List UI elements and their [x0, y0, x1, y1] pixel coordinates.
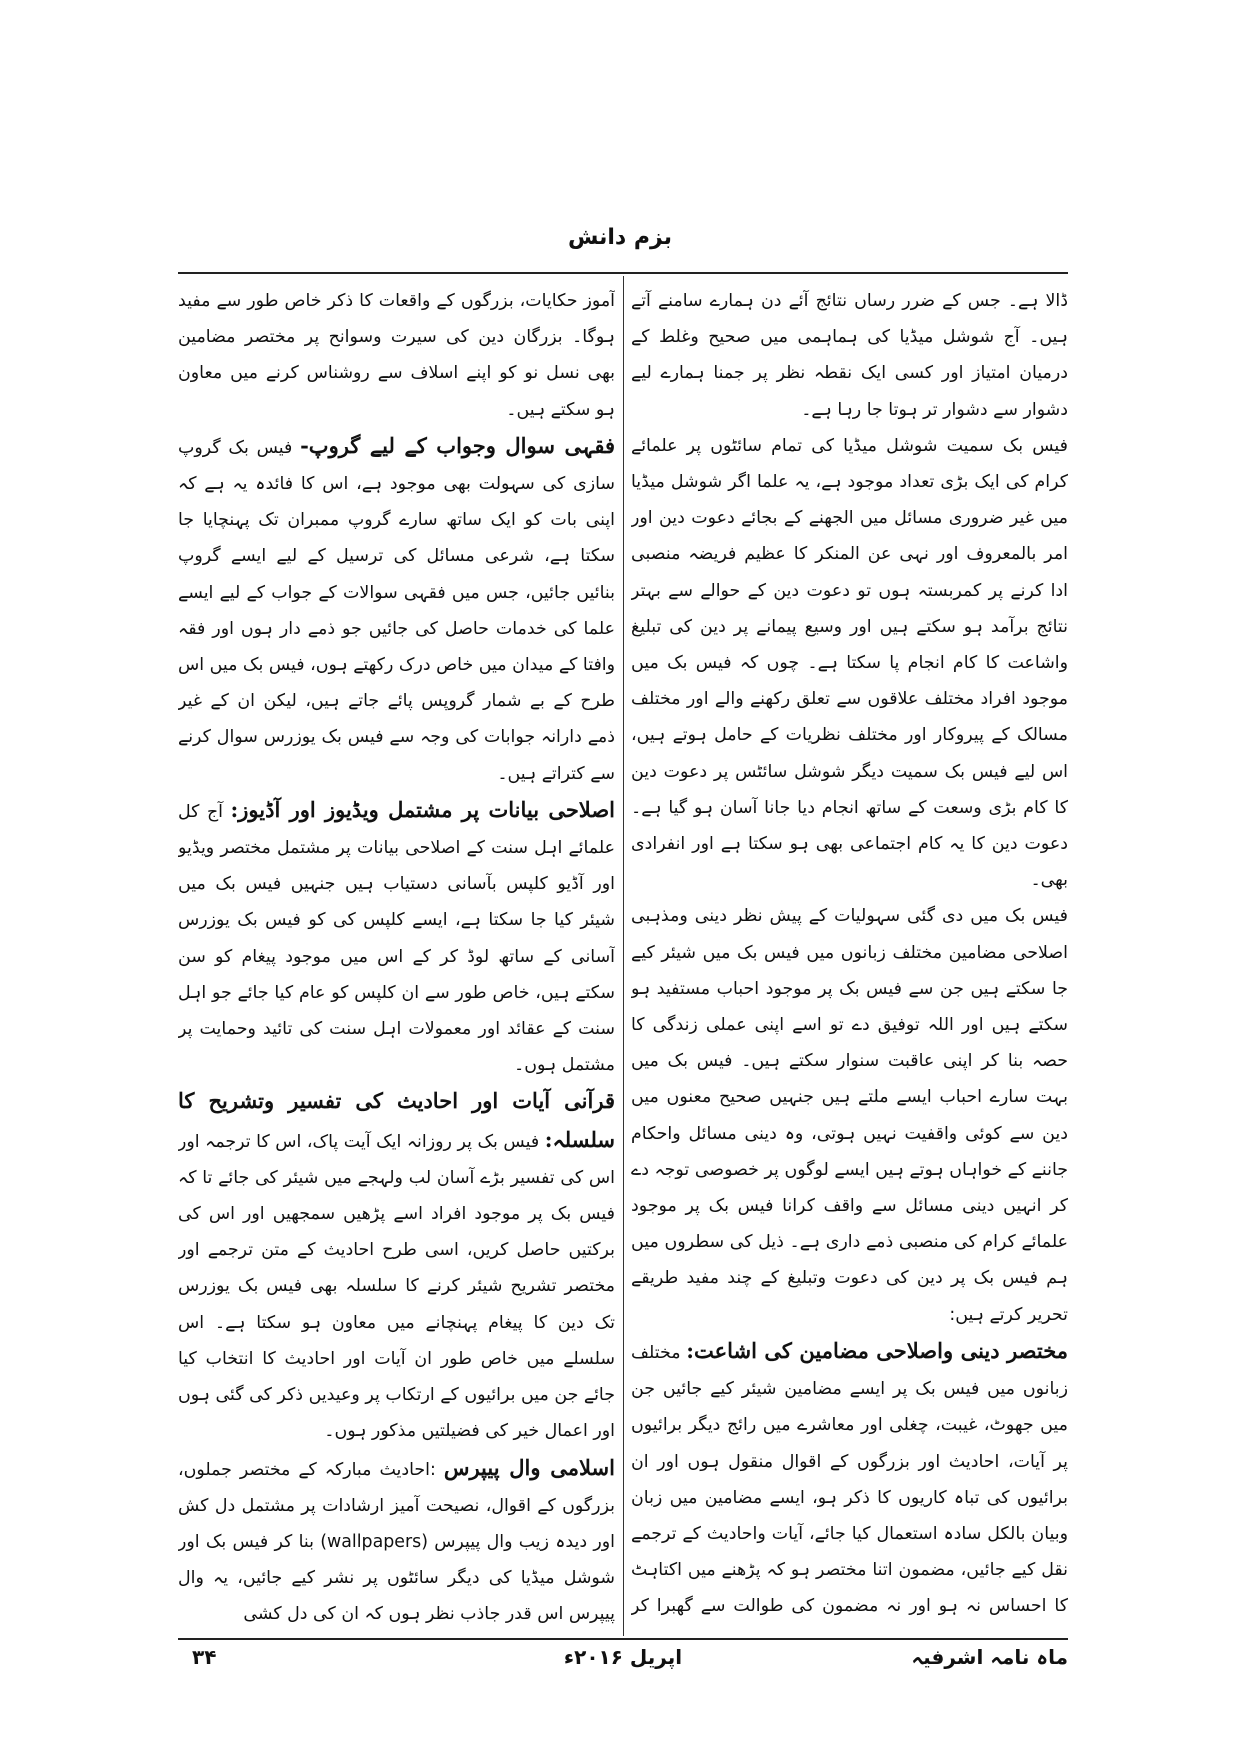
subheading: فقہی سوال وجواب کے لیے گروپ-	[300, 432, 615, 458]
subheading: اسلامی وال پیپرس	[443, 1454, 615, 1480]
subheading: اصلاحی بیانات پر مشتمل ویڈیوز اور آڈیوز:	[230, 796, 615, 822]
left-column	[178, 283, 615, 1633]
paragraph	[178, 428, 615, 792]
paragraph	[631, 898, 1068, 1332]
body-text: فیس بک سمیت شوشل میڈیا کی تمام سائٹوں پر علمائے کرام کی ایک بڑی تعداد موجود ہے، یہ علما اگر شوشل میڈیا میں غیر ضروری مسائل میں الجھنے کے بجائے دعوت دین اور امر بالمعروف اور نہی عن المنکر کا عظیم فریضہ منصبی ادا کرنے پر کمربستہ ہوں تو دعوت دین کے حوالے سے بہتر نتائج برآمد ہو سکتے ہیں اور وسیع پیمانے پر دین کی تبلیغ واشاعت کا کام انجام پا سکتا ہے۔ چوں کہ فیس بک میں موجود افراد مختلف علاقوں سے تعلق رکھنے والے اور مختلف مسالک کے پیروکار اور مختلف نظریات کے حامل ہوتے ہیں، اس لیے فیس بک سمیت دیگر شوشل سائٹس پر دعوت دین کا کام بڑی وسعت کے ساتھ انجام دیا جانا آسان ہو گیا ہے۔ دعوت دین کا یہ کام اجتماعی بھی ہو سکتا ہے اور انفرادی بھی۔	[631, 435, 1068, 891]
issue-date: اپریل ۲۰۱۶ء	[563, 1645, 683, 1669]
right-column	[631, 283, 1068, 1633]
paragraph	[631, 1333, 1068, 1633]
body-text: فیس بک پر روزانہ ایک آیت پاک، اس کا ترجمہ اور اس کی تفسیر بڑے آسان لب ولہجے میں شیئر کی جائے تا کہ فیس بک پر موجود افراد اسے پڑھیں سمجھیں اور اس کی برکتیں حاصل کریں، اسی طرح احادیث کے متن ترجمے اور مختصر تشریح شیئر کرنے کا سلسلہ بھی فیس بک یوزرس تک دین کا پیغام پہنچانے میں معاون ہو سکتا ہے۔ اس سلسلے میں خاص طور ان آیات اور احادیث کا انتخاب کیا جائے جن میں برائیوں کے ارتکاب پر وعیدیں ذکر کی گئی ہوں اور اعمال خیر کی فضیلتیں مذکور ہوں۔	[178, 1131, 615, 1442]
subheading: مختصر دینی واصلاحی مضامین کی اشاعت:	[686, 1337, 1068, 1363]
page-footer	[178, 1645, 1068, 1681]
body-text: :احادیث مبارکہ کے مختصر جملوں، بزرگوں کے اقوال، نصیحت آمیز ارشادات پر مشتمل دل کش اور دیدہ زیب وال پیپرس (wallpapers) بنا کر فیس بک اور شوشل میڈیا کی دیگر سائٹوں پر نشر کیے جائیں، یہ وال پیپرس اس قدر جاذب نظر ہوں کہ ان کی دل کشی	[178, 1459, 615, 1625]
section-title: بزم دانش	[568, 225, 672, 250]
body-text: فیس بک گروپ سازی کی سہولت بھی موجود ہے، اس کا فائدہ یہ ہے کہ اپنی بات کو ایک ساتھ سارے گروپ ممبران تک پہنچایا جا سکتا ہے، شرعی مسائل کی ترسیل کے لیے ایسے گروپ بنائیں جائیں، جس میں فقہی سوالات کے جواب کے لیے ایسے علما کی خدمات حاصل کی جائیں جو ذمے دار ہوں اور فقہ وافتا کے میدان میں خاص درک رکھتے ہوں، فیس بک میں اس طرح کے بے شمار گروپس پائے جاتے ہیں، لیکن ان کے غیر ذمے دارانہ جوابات کی وجہ سے فیس بک یوزرس سوال کرنے سے کتراتے ہیں۔	[178, 437, 615, 784]
footer-rule	[178, 1638, 1068, 1640]
body-text: مختلف زبانوں میں فیس بک پر ایسے مضامین شیئر کیے جائیں جن میں جھوٹ، غیبت، چغلی اور معاشرے میں رائج دیگر برائیوں پر آیات، احادیث اور بزرگوں کے اقوال منقول ہوں اور ان برائیوں کی تباہ کاریوں کا ذکر ہو، ایسے مضامین میں زبان وبیان بالکل سادہ استعمال کیا جائے، آیات واحادیث کے ترجمے نقل کیے جائیں، مضمون اتنا مختصر ہو کہ پڑھنے میں اکتاہٹ کا احساس نہ ہو اور نہ مضمون کی طوالت سے گھبرا کر	[631, 1342, 1068, 1617]
page-number: ۳۴	[192, 1645, 217, 1669]
paragraph	[178, 283, 615, 428]
paragraph	[631, 428, 1068, 899]
subheading: قرآنی آیات اور احادیث کی تفسیر وتشریح کا سلسلہ:	[178, 1088, 615, 1152]
paragraph	[178, 1083, 615, 1449]
header-rule	[178, 272, 1068, 274]
magazine-name: ماہ نامہ اشرفیہ	[911, 1645, 1068, 1669]
body-text: آج کل علمائے اہل سنت کے اصلاحی بیانات پر مشتمل مختصر ویڈیو اور آڈیو کلپس بآسانی دستیاب ہیں جنہیں فیس بک میں شیئر کیا جا سکتا ہے، ایسے کلپس کی کو فیس بک یوزرس آسانی کے ساتھ لوڈ کر کے اس میں موجود پیغام کو سن سکتے ہیں، خاص طور سے ان کلپس کو عام کیا جائے جو اہل سنت کے عقائد اور معمولات اہل سنت کی تائید وحمایت پر مشتمل ہوں۔	[178, 801, 615, 1076]
paragraph	[178, 792, 615, 1084]
paragraph	[631, 283, 1068, 428]
paragraph	[178, 1450, 615, 1633]
body-text: آموز حکایات، بزرگوں کے واقعات کا ذکر خاص طور سے مفید ہوگا۔ بزرگان دین کی سیرت وسوانح پر مختصر مضامین بھی نسل نو کو اپنے اسلاف سے روشناس کرنے میں معاون ہو سکتے ہیں۔	[178, 291, 615, 420]
column-divider	[623, 276, 624, 1636]
body-text: ڈالا ہے۔ جس کے ضرر رساں نتائج آئے دن ہمارے سامنے آتے ہیں۔ آج شوشل میڈیا کی ہماہمی میں صحیح وغلط کے درمیان امتیاز اور کسی ایک نقطہ نظر پر جمنا ہمارے لیے دشوار سے دشوار تر ہوتا جا رہا ہے۔	[631, 291, 1068, 420]
body-text: فیس بک میں دی گئی سہولیات کے پیش نظر دینی ومذہبی اصلاحی مضامین مختلف زبانوں میں فیس بک میں شیئر کیے جا سکتے ہیں جن سے فیس بک پر موجود احباب مستفید ہو سکتے ہیں اور اللہ توفیق دے تو اسے اپنی عملی زندگی کا حصہ بنا کر اپنی عاقبت سنوار سکتے ہیں۔ فیس بک میں بہت سارے احباب ایسے ملتے ہیں جنہیں صحیح معنوں میں دین سے کوئی واقفیت نہیں ہوتی، وہ دینی مسائل واحکام جاننے کے خواہاں ہوتے ہیں ایسے لوگوں پر خصوصی توجہ دے کر انہیں دینی مسائل سے واقف کرانا فیس بک پر موجود علمائے کرام کی منصبی ذمے داری ہے۔ ذیل کی سطروں میں ہم فیس بک پر دین کی دعوت وتبلیغ کے چند مفید طریقے تحریر کرتے ہیں:	[631, 906, 1068, 1325]
